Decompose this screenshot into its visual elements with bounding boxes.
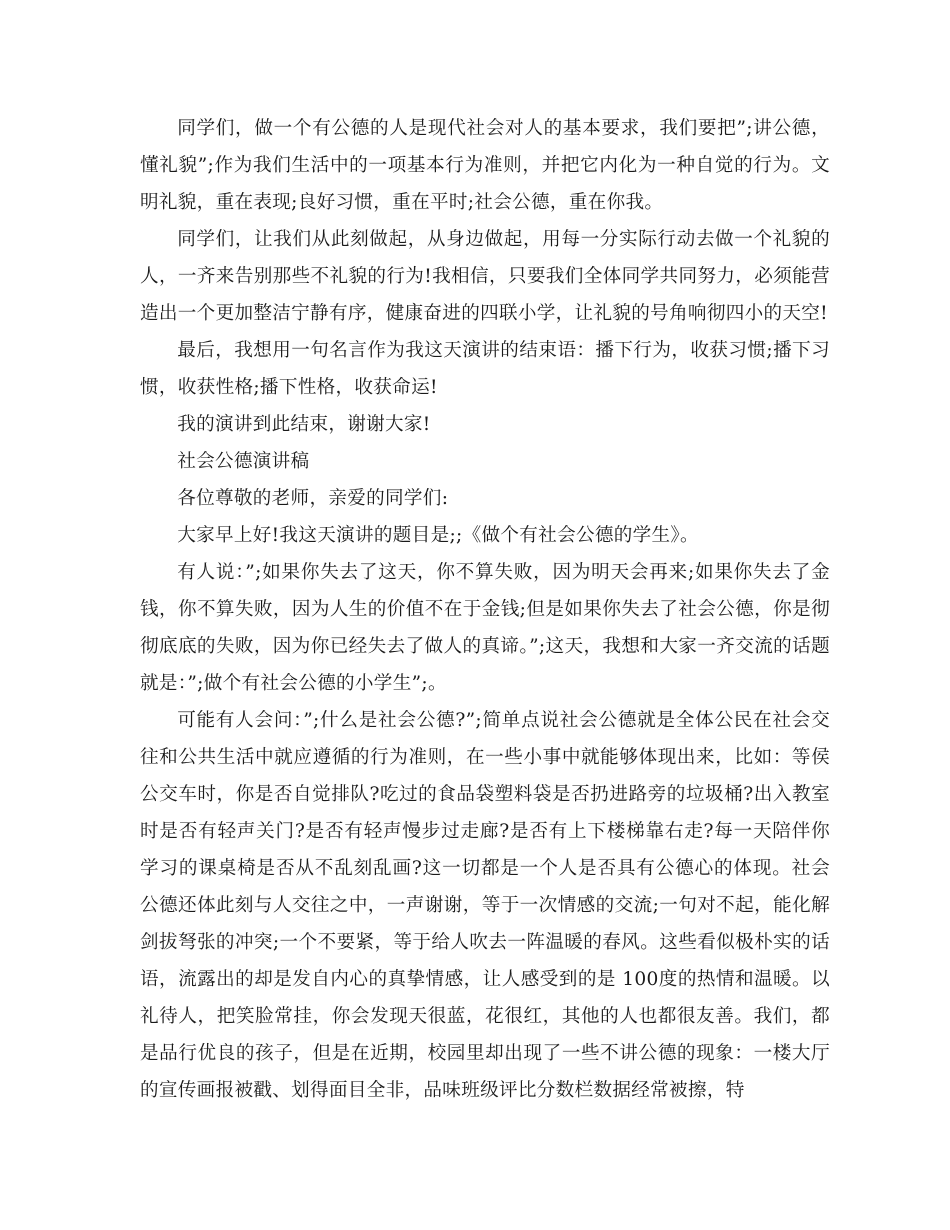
paragraph-quote: 有人说：”;如果你失去了这天，你不算失败，因为明天会再来;如果你失去了金钱，你不算失败，因为人生的价值不在于金钱;但是如果你失去了社会公德，你是彻彻底底的失败，因为你已经失去了做人的真谛。”;这天，我想和大家一齐交流的话题就是：”;做个有社会公德的小学生”;。 [140, 562, 830, 694]
paragraph-main: 可能有人会问：”;什么是社会公德?”;简单点说社会公德就是全体公民在社会交往和公共生活中就应遵循的行为准则，在一些小事中就能够体现出来，比如：等侯公交车时，你是否自觉排队?吃过的食品袋塑料袋是否扔进路旁的垃圾桶?出入教室时是否有轻声关门?是否有轻声慢步过走廊?是否有上下楼梯靠右走?每一天陪伴你学习的课桌椅是否从不乱刻乱画?这一切都是一个人是否具有公德心的体现。社会公德还体此刻与人交往之中，一声谢谢，等于一次情感的交流;一句对不起，能化解剑拔弩张的冲突;一个不要紧，等于给人吹去一阵温暖的春风。这些看似极朴实的话语，流露出的却是发自内心的真挚情感，让人感受到的是 100度的热情和温暖。以礼待人，把笑脸常挂，你会发现天很蓝，花很红，其他的人也都很友善。我们，都是品行优良的孩子，但是在近期，校园里却出现了一些不讲公德的现象：一楼大厅的宣传画报被戳、划得面目全非，品味班级评比分数栏数据经常被擦，特 [140, 710, 830, 1101]
section-title: 社会公德演讲稿 [177, 451, 310, 472]
paragraph-1: 同学们，做一个有公德的人是现代社会对人的基本要求，我们要把”;讲公德，懂礼貌”;作为我们生活中的一项基本行为准则，并把它内化为一种自觉的行为。文明礼貌，重在表现;良好习惯，重在平时;社会公德，重在你我。 [140, 118, 830, 213]
paragraph-3: 最后，我想用一句名言作为我这天演讲的结束语：播下行为，收获习惯;播下习惯，收获性格;播下性格，收获命运! [140, 340, 830, 398]
paragraph-2: 同学们，让我们从此刻做起，从身边做起，用每一分实际行动去做一个礼貌的人，一齐来告别那些不礼貌的行为!我相信，只要我们全体同学共同努力，必须能营造出一个更加整洁宁静有序，健康奋进的四联小学，让礼貌的号角响彻四小的天空! [140, 229, 830, 324]
paragraph-4: 我的演讲到此结束，谢谢大家! [177, 414, 431, 435]
salutation: 各位尊敬的老师，亲爱的同学们: [177, 488, 449, 509]
document-body [140, 110, 830, 1109]
paragraph-greeting: 大家早上好!我这天演讲的题目是;;《做个有社会公德的学生》。 [177, 525, 699, 546]
